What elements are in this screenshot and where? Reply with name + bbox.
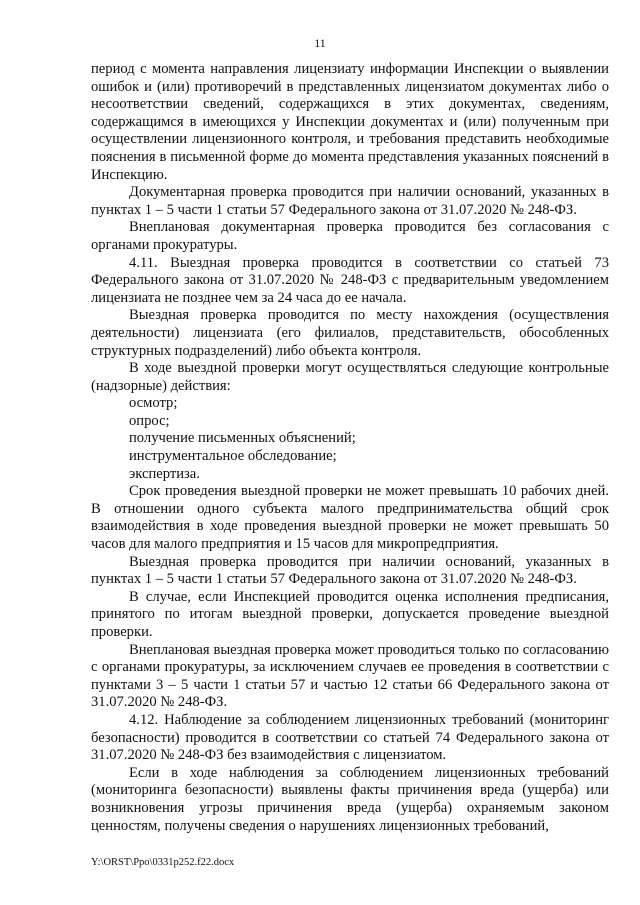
paragraph: В случае, если Инспекцией проводится оценка исполнения предписания, принятого по итогам выездной проверки, допускается проведение выездной проверки. <box>91 588 609 640</box>
paragraph: Срок проведения выездной проверки не может превышать 10 рабочих дней. В отношении одного субъекта малого предпринимательства общий срок взаимодействия в ходе проведения выездной проверки не может превышать 50 часов для малого предприятия и 15 часов для микропредприятия. <box>91 483 609 553</box>
paragraph: Документарная проверка проводится при наличии оснований, указанных в пунктах 1 – 5 части 1 статьи 57 Федерального закона от 31.07.2020 № 248-ФЗ. <box>91 184 609 218</box>
list-item: опрос; <box>129 412 170 429</box>
paragraph: Выездная проверка проводится при наличии оснований, указанных в пунктах 1 – 5 части 1 статьи 57 Федерального закона от 31.07.2020 № 248-ФЗ. <box>91 553 609 588</box>
paragraph: 4.11. Выездная проверка проводится в соответствии со статьей 73 Федерального закона от 31.07.2020 № 248-ФЗ с предварительным уведомлением лицензиата не позднее чем за 24 часа до ее начала. <box>91 254 609 306</box>
footer-file-path: Y:\ORST\Ppo\0331p252.f22.docx <box>91 857 235 868</box>
paragraph: Если в ходе наблюдения за соблюдением лицензионных требований (мониторинга безопасности) выявлены факты причинения вреда (ущерба) или возникновения угрозы причинения вреда (ущерба) охраняемым законом ценностям, получены сведения о нарушениях лицензионных требований, <box>91 764 609 834</box>
list-item: получение письменных объяснений; <box>129 430 356 447</box>
list-item: осмотр; <box>129 395 178 412</box>
paragraph: Внеплановая документарная проверка проводится без согласования с органами прокуратуры. <box>91 219 609 253</box>
list-item: инструментальное обследование; <box>129 448 337 465</box>
page-number: 11 <box>314 36 326 50</box>
paragraph: В ходе выездной проверки могут осуществляться следующие контрольные (надзорные) действия: <box>91 360 609 394</box>
list-item: экспертиза. <box>129 465 200 482</box>
document-body <box>91 61 609 835</box>
paragraph: Выездная проверка проводится по месту нахождения (осуществления деятельности) лицензиата (его филиалов, представительств, обособленных структурных подразделений) либо объекта контроля. <box>91 307 609 359</box>
paragraph: Внеплановая выездная проверка может проводиться только по согласованию с органами прокуратуры, за исключением случаев ее проведения в соответствии с пунктами 3 – 5 части 1 статьи 57 и частью 12 статьи 66 Федерального закона от 31.07.2020 № 248-ФЗ. <box>91 641 609 711</box>
paragraph: 4.12. Наблюдение за соблюдением лицензионных требований (мониторинг безопасности) проводится в соответствии со статьей 74 Федерального закона от 31.07.2020 № 248-ФЗ без взаимодействия с лицензиатом. <box>91 711 609 764</box>
paragraph: период с момента направления лицензиату информации Инспекции о выявлении ошибок и (или) противоречий в представленных лицензиатом документах либо о несоответствии сведений, содержащихся в этих документах, сведениям, содержащимся в имеющихся у Инспекции документах и (или) полученным при осуществлении лицензионного контроля, и требования представить необходимые пояснения в письменной форме до момента представления указанных пояснений в Инспекцию. <box>91 61 609 183</box>
